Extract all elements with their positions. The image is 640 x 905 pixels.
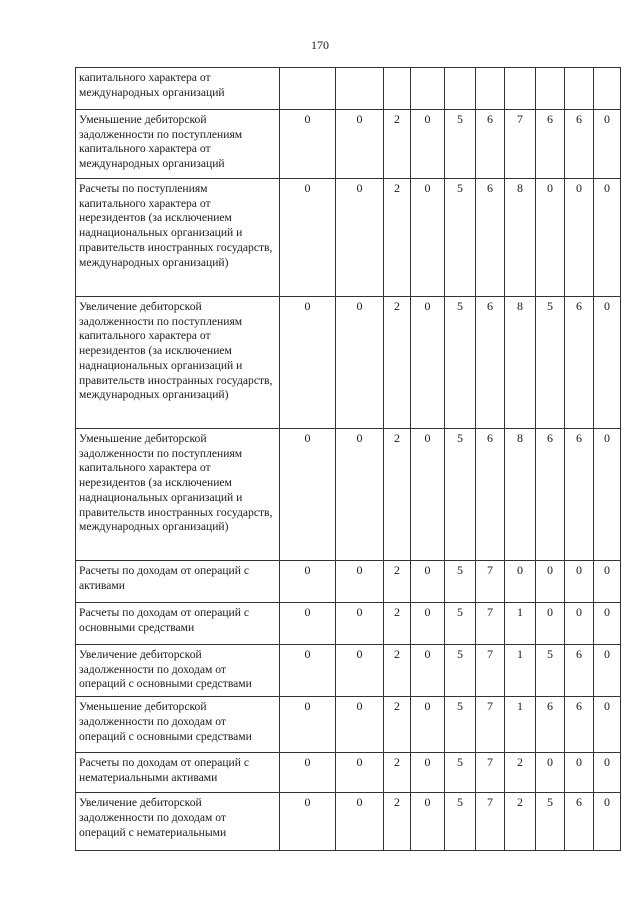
code-digit-cell — [536, 68, 565, 110]
code-digit-cell: 0 — [411, 179, 445, 297]
code-digit-cell: 0 — [594, 603, 621, 645]
account-name-cell: Расчеты по доходам от операций с активами — [76, 561, 280, 603]
code-digit-cell: 0 — [505, 561, 536, 603]
code-digit-cell: 6 — [536, 429, 565, 561]
code-digit-cell: 0 — [280, 753, 336, 793]
code-digit-cell — [445, 68, 476, 110]
code-digit-cell: 2 — [384, 645, 411, 697]
code-digit-cell: 7 — [476, 697, 505, 753]
account-name-cell: Уменьшение дебиторской задолженности по доходам от операций с основными средствами — [76, 697, 280, 753]
code-digit-cell: 0 — [411, 645, 445, 697]
accounts-table — [75, 67, 621, 851]
code-digit-cell: 0 — [280, 793, 336, 851]
code-digit-cell: 5 — [445, 645, 476, 697]
code-digit-cell: 1 — [505, 645, 536, 697]
code-digit-cell: 0 — [280, 297, 336, 429]
account-name-cell: Увеличение дебиторской задолженности по поступлениям капитального характера от нерезидентов (за исключением наднациональных организаций и правительств иностранных государств, международных организаций) — [76, 297, 280, 429]
table-row — [76, 645, 621, 697]
code-digit-cell: 5 — [445, 179, 476, 297]
code-digit-cell — [280, 68, 336, 110]
code-digit-cell — [336, 68, 384, 110]
code-digit-cell: 0 — [594, 429, 621, 561]
page-number: 170 — [311, 38, 329, 52]
code-digit-cell: 0 — [411, 697, 445, 753]
code-digit-cell: 0 — [280, 429, 336, 561]
code-digit-cell: 6 — [565, 793, 594, 851]
code-digit-cell: 6 — [476, 297, 505, 429]
account-name-cell: Увеличение дебиторской задолженности по доходам от операций с основными средствами — [76, 645, 280, 697]
code-digit-cell: 0 — [336, 603, 384, 645]
code-digit-cell: 0 — [411, 793, 445, 851]
code-digit-cell: 0 — [280, 179, 336, 297]
code-digit-cell: 0 — [536, 179, 565, 297]
table-row — [76, 793, 621, 851]
code-digit-cell: 0 — [336, 429, 384, 561]
code-digit-cell: 2 — [505, 753, 536, 793]
account-name-cell: капитального характера от международных организаций — [76, 68, 280, 110]
code-digit-cell: 1 — [505, 697, 536, 753]
table-row — [76, 429, 621, 561]
code-digit-cell: 6 — [565, 645, 594, 697]
code-digit-cell: 6 — [476, 179, 505, 297]
code-digit-cell — [565, 68, 594, 110]
code-digit-cell: 6 — [476, 429, 505, 561]
code-digit-cell: 0 — [280, 645, 336, 697]
code-digit-cell: 0 — [411, 297, 445, 429]
code-digit-cell: 2 — [384, 561, 411, 603]
code-digit-cell: 7 — [476, 793, 505, 851]
code-digit-cell: 5 — [445, 697, 476, 753]
code-digit-cell: 7 — [476, 753, 505, 793]
code-digit-cell: 0 — [594, 793, 621, 851]
code-digit-cell: 0 — [594, 297, 621, 429]
code-digit-cell: 7 — [476, 645, 505, 697]
code-digit-cell: 5 — [445, 603, 476, 645]
code-digit-cell: 0 — [594, 697, 621, 753]
code-digit-cell: 0 — [336, 753, 384, 793]
code-digit-cell: 2 — [384, 429, 411, 561]
table-row — [76, 753, 621, 793]
code-digit-cell: 5 — [445, 429, 476, 561]
code-digit-cell: 6 — [565, 297, 594, 429]
code-digit-cell: 5 — [445, 297, 476, 429]
code-digit-cell: 0 — [411, 561, 445, 603]
code-digit-cell: 2 — [384, 297, 411, 429]
code-digit-cell: 0 — [336, 297, 384, 429]
code-digit-cell: 0 — [411, 753, 445, 793]
account-name-cell: Расчеты по доходам от операций с нематериальными активами — [76, 753, 280, 793]
account-name-cell: Уменьшение дебиторской задолженности по поступлениям капитального характера от международных организаций — [76, 110, 280, 179]
code-digit-cell: 1 — [505, 603, 536, 645]
account-name-cell: Увеличение дебиторской задолженности по доходам от операций с нематериальными — [76, 793, 280, 851]
code-digit-cell — [384, 68, 411, 110]
code-digit-cell: 0 — [536, 561, 565, 603]
table-row — [76, 68, 621, 110]
code-digit-cell: 0 — [536, 603, 565, 645]
code-digit-cell: 0 — [336, 561, 384, 603]
code-digit-cell: 2 — [384, 753, 411, 793]
account-name-cell: Уменьшение дебиторской задолженности по поступлениям капитального характера от нерезидентов (за исключением наднациональных организаций и правительств иностранных государств, международных организаций) — [76, 429, 280, 561]
code-digit-cell: 0 — [565, 561, 594, 603]
table-row — [76, 297, 621, 429]
code-digit-cell: 0 — [280, 603, 336, 645]
code-digit-cell: 2 — [384, 110, 411, 179]
code-digit-cell: 0 — [594, 753, 621, 793]
code-digit-cell: 2 — [384, 179, 411, 297]
code-digit-cell: 0 — [411, 429, 445, 561]
code-digit-cell: 5 — [536, 793, 565, 851]
code-digit-cell: 5 — [445, 110, 476, 179]
code-digit-cell: 5 — [536, 645, 565, 697]
code-digit-cell: 0 — [411, 603, 445, 645]
code-digit-cell — [476, 68, 505, 110]
code-digit-cell — [594, 68, 621, 110]
code-digit-cell: 0 — [336, 110, 384, 179]
code-digit-cell: 0 — [411, 110, 445, 179]
table-row — [76, 603, 621, 645]
code-digit-cell: 6 — [536, 110, 565, 179]
code-digit-cell: 8 — [505, 297, 536, 429]
code-digit-cell: 7 — [476, 561, 505, 603]
code-digit-cell: 6 — [565, 110, 594, 179]
code-digit-cell: 0 — [594, 645, 621, 697]
code-digit-cell: 5 — [445, 793, 476, 851]
table-row — [76, 561, 621, 603]
code-digit-cell: 6 — [565, 429, 594, 561]
code-digit-cell: 2 — [384, 697, 411, 753]
code-digit-cell: 0 — [565, 753, 594, 793]
code-digit-cell: 6 — [536, 697, 565, 753]
table-row — [76, 179, 621, 297]
code-digit-cell: 0 — [536, 753, 565, 793]
account-name-cell: Расчеты по доходам от операций с основными средствами — [76, 603, 280, 645]
code-digit-cell: 0 — [565, 179, 594, 297]
code-digit-cell: 0 — [336, 793, 384, 851]
code-digit-cell: 2 — [384, 603, 411, 645]
code-digit-cell — [411, 68, 445, 110]
code-digit-cell: 5 — [536, 297, 565, 429]
table-row — [76, 110, 621, 179]
code-digit-cell: 0 — [336, 179, 384, 297]
account-name-cell: Расчеты по поступлениям капитального характера от нерезидентов (за исключением наднациональных организаций и правительств иностранных государств, международных организаций) — [76, 179, 280, 297]
code-digit-cell: 0 — [336, 697, 384, 753]
code-digit-cell: 7 — [476, 603, 505, 645]
code-digit-cell: 0 — [280, 110, 336, 179]
code-digit-cell: 0 — [594, 179, 621, 297]
code-digit-cell: 0 — [594, 561, 621, 603]
code-digit-cell: 5 — [445, 561, 476, 603]
table-row — [76, 697, 621, 753]
code-digit-cell: 5 — [445, 753, 476, 793]
code-digit-cell: 7 — [505, 110, 536, 179]
code-digit-cell: 0 — [594, 110, 621, 179]
code-digit-cell: 0 — [280, 561, 336, 603]
code-digit-cell: 8 — [505, 429, 536, 561]
code-digit-cell: 0 — [336, 645, 384, 697]
code-digit-cell — [505, 68, 536, 110]
code-digit-cell: 0 — [280, 697, 336, 753]
code-digit-cell: 2 — [505, 793, 536, 851]
code-digit-cell: 8 — [505, 179, 536, 297]
code-digit-cell: 0 — [565, 603, 594, 645]
code-digit-cell: 6 — [565, 697, 594, 753]
code-digit-cell: 2 — [384, 793, 411, 851]
code-digit-cell: 6 — [476, 110, 505, 179]
